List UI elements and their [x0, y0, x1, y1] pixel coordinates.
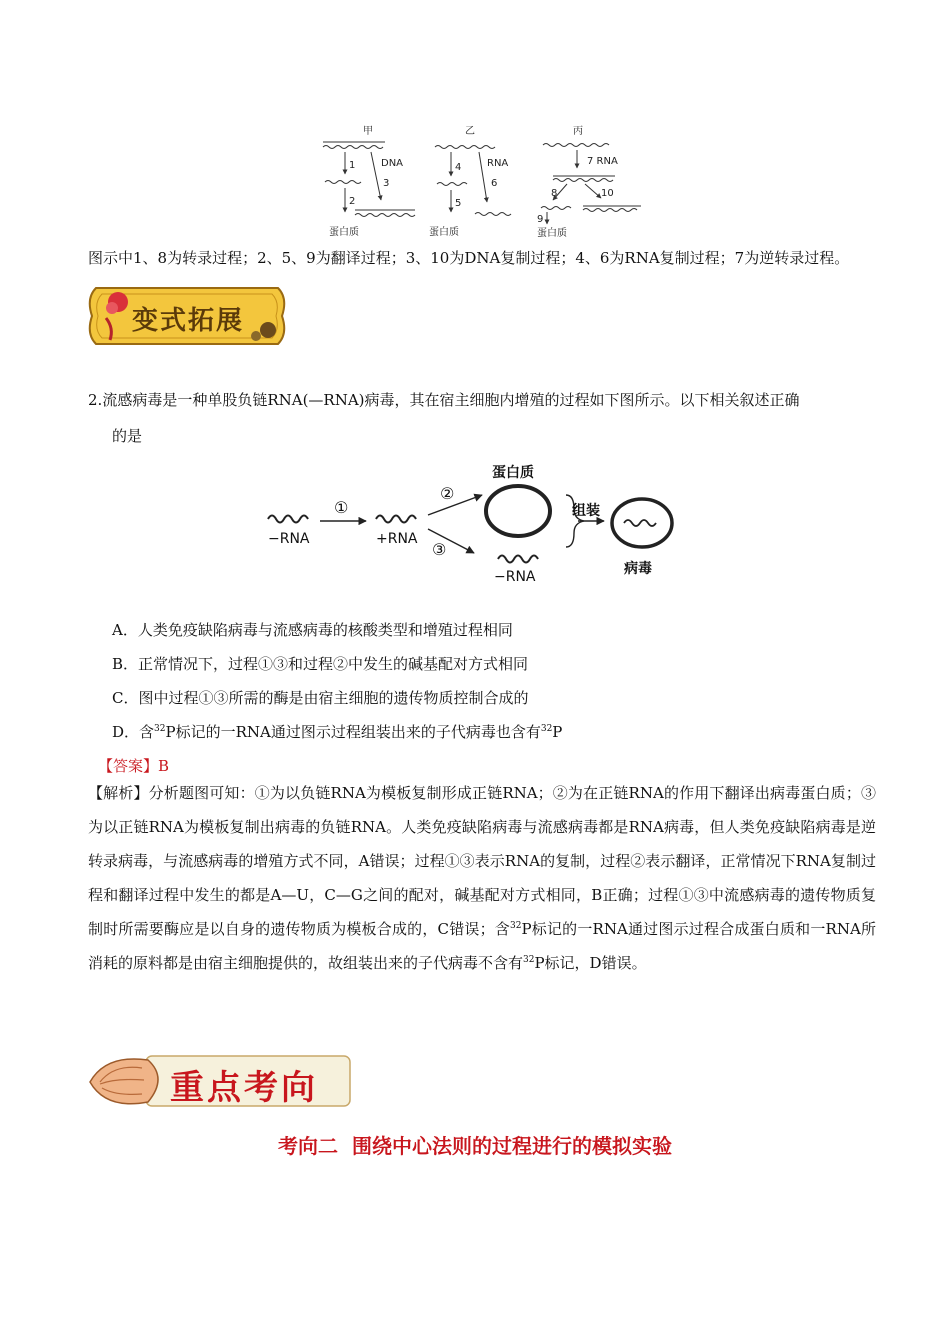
central-dogma-figure — [315, 120, 645, 245]
fig2-step3: ③ — [432, 540, 447, 559]
neg-rna-wave — [268, 516, 308, 523]
pos-rna-wave — [376, 516, 416, 523]
fig2-assemble: 组装 — [572, 503, 600, 519]
analysis-paragraph: 【解析】分析题图可知：①为以负链RNA为模板复制形成正链RNA；②为在正链RNA的作用下翻译出病毒蛋白质；③为以正链RNA为模板复制出病毒的负链RNA。人类免疫缺陷病毒与流感病毒都是RNA病毒，但人类免疫缺陷病毒是逆转录病毒，与流感病毒的增殖方式不同，A错误；过程①③表示RNA的复制，过程②表示翻译，正常情况下RNA复制过程和翻译过程中发生的都是A—U，C—G之间的配对，碱基配对方式相同，B正确；过程①③中流感病毒的遗传物质复制时所需要酶应是以自身的遗传物质为模板合成的，C错误；含$^{32}$P标记的一RNA通过图示过程合成蛋白质和一RNA所消耗的原料都是由宿主细胞提供的，故组装出来的子代病毒不含有$^{32}$P标记，D错误。 — [88, 784, 876, 972]
panel-label-yi: 乙 — [465, 126, 475, 137]
question-number: 2. — [88, 391, 103, 409]
label-protein-bing: 蛋白质 — [537, 228, 567, 239]
panel-label-bing: 丙 — [573, 126, 583, 137]
label-dna: DNA — [381, 158, 404, 169]
fig2-neg-rna: −RNA — [268, 531, 310, 547]
flu-replication-figure — [262, 455, 682, 590]
label-9: 9 — [537, 214, 544, 225]
question-stem-line2: 的是 — [112, 427, 143, 445]
fig2-virus: 病毒 — [624, 561, 652, 577]
figure1-caption: 图示中1、8为转录过程；2、5、9为翻译过程；3、10为DNA复制过程；4、6为RNA复制过程；7为逆转录过程。 — [88, 249, 850, 267]
fig2-neg-rna-2: −RNA — [494, 569, 536, 585]
label-rna-yi: RNA — [487, 158, 509, 169]
label-5: 5 — [455, 198, 462, 209]
fig2-protein: 蛋白质 — [492, 465, 534, 481]
label-3: 3 — [383, 178, 390, 189]
option-d: D．含$^{32}$P标记的一RNA通过图示过程组装出来的子代病毒也含有$^{32}$P — [112, 723, 563, 741]
fig2-step1: ① — [334, 498, 349, 517]
label-6: 6 — [491, 178, 498, 189]
label-4: 4 — [455, 162, 462, 173]
label-1: 1 — [349, 160, 356, 171]
fig2-pos-rna: +RNA — [376, 531, 418, 547]
answer — [98, 756, 169, 776]
banner1-title: 变式拓展 — [132, 306, 245, 336]
virus-particle — [612, 499, 672, 547]
label-2: 2 — [349, 196, 356, 207]
answer-value: B — [158, 757, 170, 775]
label-10: 10 — [601, 188, 614, 199]
fig2-step2: ② — [440, 484, 455, 503]
label-protein-yi: 蛋白质 — [429, 227, 459, 238]
banner-key-direction — [86, 1048, 356, 1114]
label-8: 8 — [551, 188, 558, 199]
option-a: A．人类免疫缺陷病毒与流感病毒的核酸类型和增殖过程相同 — [112, 621, 513, 639]
option-c: C．图中过程①③所需的酶是由宿主细胞的遗传物质控制合成的 — [112, 689, 529, 707]
answer-label: 【答案】 — [98, 757, 159, 775]
panel-label-jia: 甲 — [363, 126, 373, 137]
banner-variant-extension — [84, 278, 290, 354]
question-stem-line1: 2.流感病毒是一种单股负链RNA(—RNA)病毒，其在宿主细胞内增殖的过程如下图所示。以下相关叙述正确 — [88, 391, 800, 409]
label-7-rna: 7 RNA — [587, 156, 618, 167]
analysis-label: 【解析】 — [88, 784, 149, 802]
protein-capsid — [486, 486, 550, 536]
neg-rna-wave-2 — [498, 556, 538, 563]
option-b: B．正常情况下，过程①③和过程②中发生的碱基配对方式相同 — [112, 655, 529, 673]
banner2-title: 重点考向 — [170, 1068, 318, 1108]
label-protein-jia: 蛋白质 — [329, 227, 359, 238]
section-title: 考向二 围绕中心法则的过程进行的模拟实验 — [278, 1134, 672, 1158]
